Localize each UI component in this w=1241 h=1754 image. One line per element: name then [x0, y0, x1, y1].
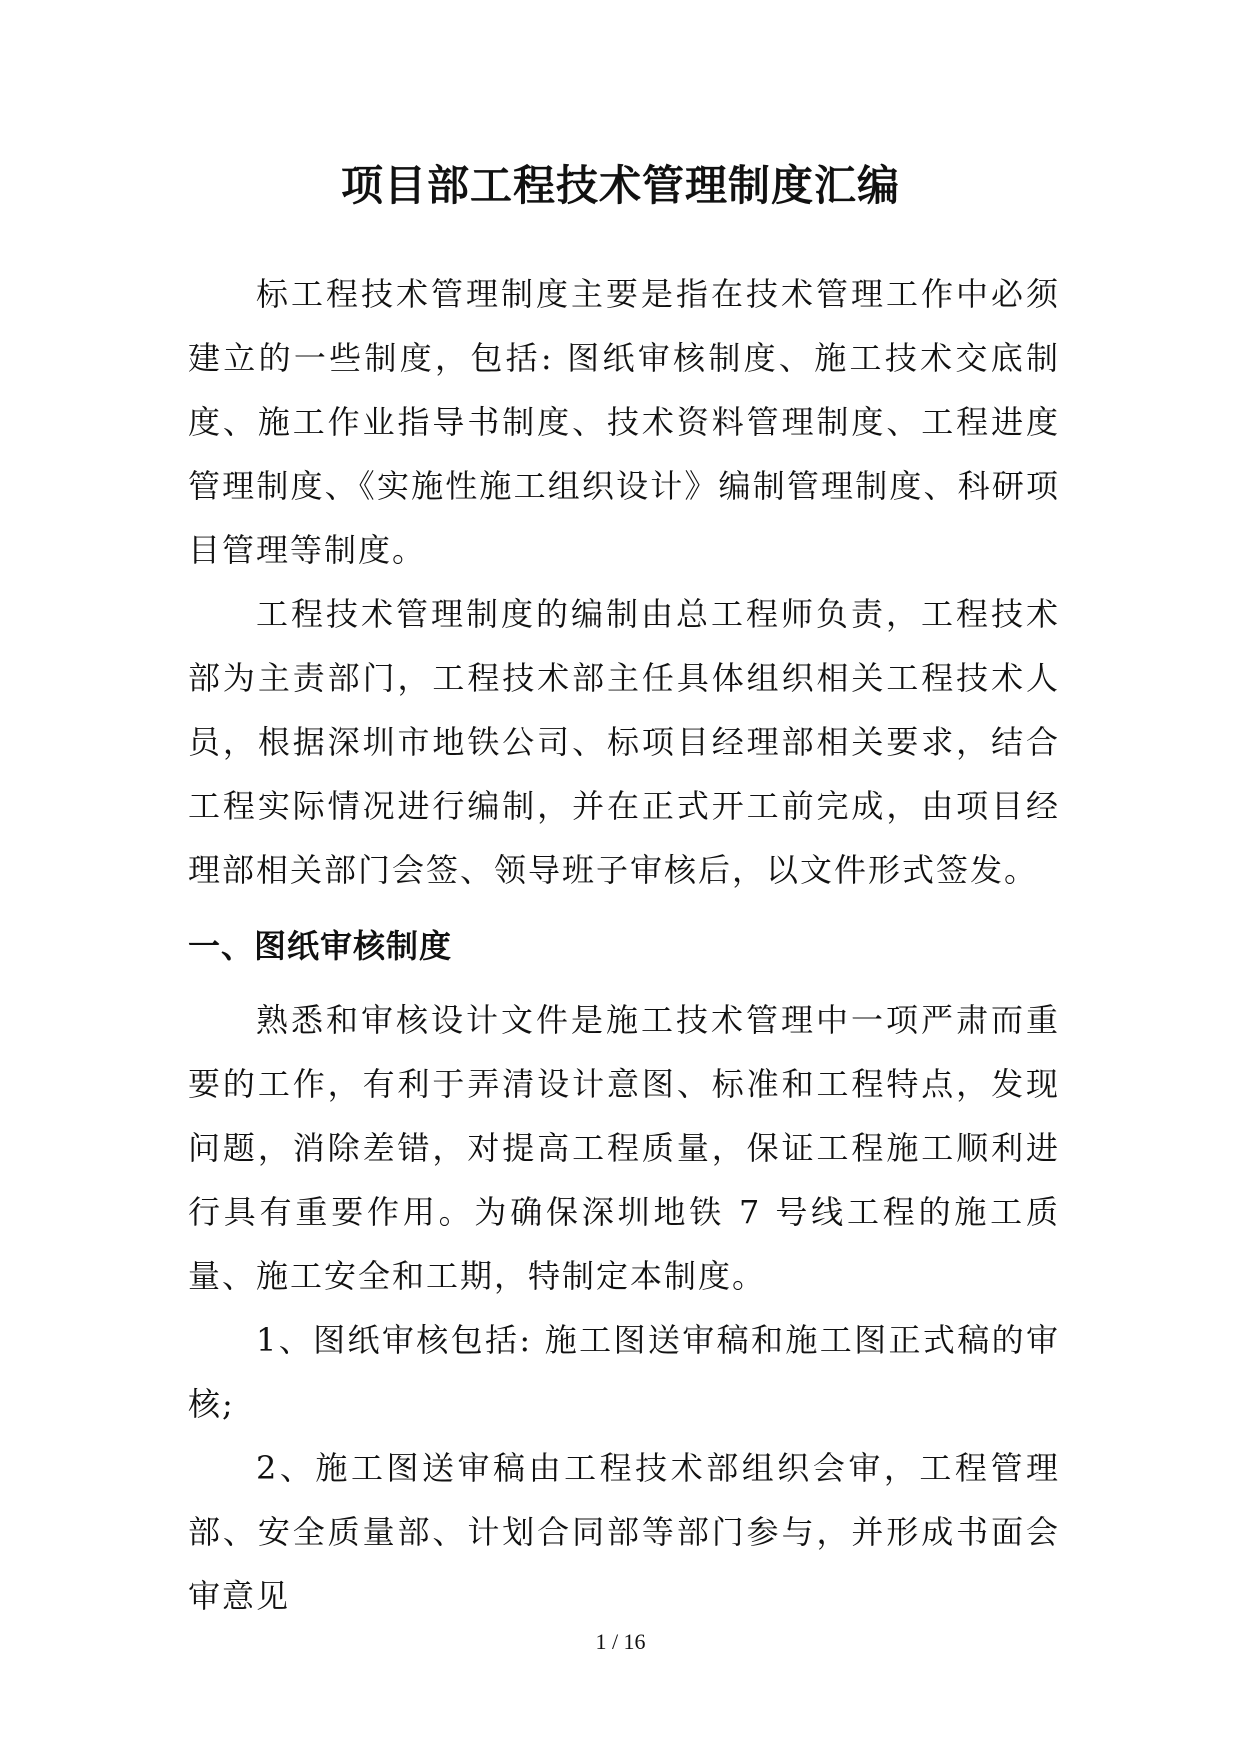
section-heading-drawing-review: 一、图纸审核制度: [188, 927, 453, 965]
intro-paragraph-2: 工程技术管理制度的编制由总工程师负责，工程技术部为主责部门，工程技术部主任具体组织相关工程技术人员，根据深圳市地铁公司、标项目经理部相关要求，结合工程实际情况进行编制，并在正式开工前完成，由项目经理部相关部门会签、领导班子审核后，以文件形式签发。: [188, 595, 1060, 889]
section-paragraph: 熟悉和审核设计文件是施工技术管理中一项严肃而重要的工作，有利于弄清设计意图、标准和工程特点，发现问题，消除差错，对提高工程质量，保证工程施工顺利进行具有重要作用。为确保深圳地铁 7 号线工程的施工质量、施工安全和工期，特制定本制度。: [188, 1001, 1060, 1295]
list-item-2: 2、施工图送审稿由工程技术部组织会审，工程管理部、安全质量部、计划合同部等部门参与，并形成书面会审意见: [188, 1449, 1060, 1615]
intro-paragraph: 标工程技术管理制度主要是指在技术管理工作中必须建立的一些制度，包括: 图纸审核制度、施工技术交底制度、施工作业指导书制度、技术资料管理制度、工程进度管理制度、《实施性施工组织设计》编制管理制度、科研项目管理等制度。: [188, 275, 1060, 569]
document-title: 项目部工程技术管理制度汇编: [340, 161, 900, 210]
page-number: 1 / 16: [595, 1629, 646, 1654]
list-item-1: 1、图纸审核包括: 施工图送审稿和施工图正式稿的审核;: [188, 1321, 1060, 1423]
